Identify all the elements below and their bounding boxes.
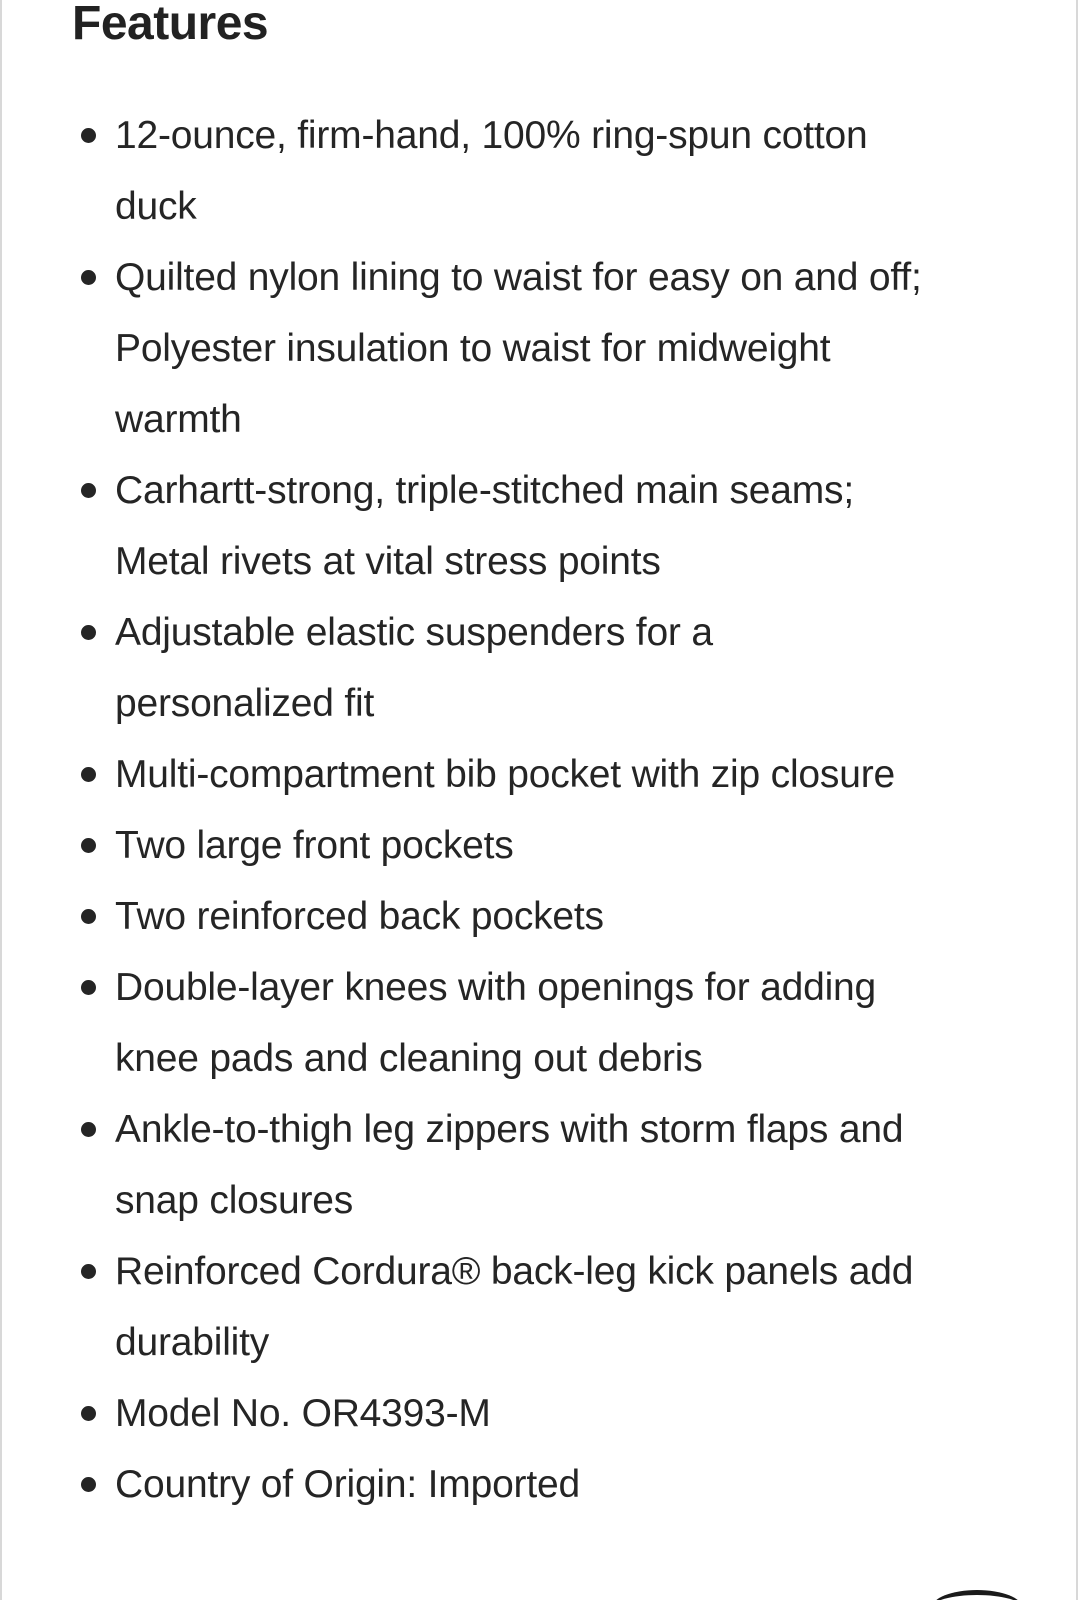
bullet-icon bbox=[81, 767, 96, 782]
bullet-icon bbox=[81, 625, 96, 640]
bullet-icon bbox=[81, 1406, 96, 1421]
bullet-icon bbox=[81, 838, 96, 853]
feature-text: Adjustable elastic suspenders for a personalized fit bbox=[115, 611, 713, 725]
feature-text: Carhartt-strong, triple-stitched main seams; Metal rivets at vital stress points bbox=[115, 469, 854, 583]
feature-text: Two large front pockets bbox=[115, 824, 514, 867]
bullet-icon bbox=[81, 483, 96, 498]
bullet-icon bbox=[81, 1264, 96, 1279]
feature-item bbox=[2, 455, 925, 597]
floating-button-edge[interactable] bbox=[932, 1590, 1022, 1600]
feature-item bbox=[2, 100, 925, 242]
bullet-icon bbox=[81, 1477, 96, 1492]
feature-item bbox=[2, 242, 925, 455]
feature-text: Two reinforced back pockets bbox=[115, 895, 604, 938]
bullet-icon bbox=[81, 270, 96, 285]
feature-text: Model No. OR4393-M bbox=[115, 1392, 491, 1435]
bullet-icon bbox=[81, 128, 96, 143]
feature-text: 12-ounce, firm-hand, 100% ring-spun cotton duck bbox=[115, 114, 868, 228]
feature-item bbox=[2, 1378, 925, 1449]
feature-text: Reinforced Cordura® back-leg kick panels add durability bbox=[115, 1250, 914, 1364]
feature-item bbox=[2, 1094, 925, 1236]
feature-text: Double-layer knees with openings for adding knee pads and cleaning out debris bbox=[115, 966, 877, 1080]
feature-item bbox=[2, 881, 925, 952]
feature-item bbox=[2, 952, 925, 1094]
feature-item bbox=[2, 1236, 925, 1378]
feature-item bbox=[2, 597, 925, 739]
feature-text: Quilted nylon lining to waist for easy on and off; Polyester insulation to waist for midweight warmth bbox=[115, 256, 922, 441]
bullet-icon bbox=[81, 909, 96, 924]
feature-item bbox=[2, 739, 925, 810]
features-heading: Features bbox=[72, 0, 269, 50]
feature-item bbox=[2, 1449, 925, 1520]
feature-text: Ankle-to-thigh leg zippers with storm flaps and snap closures bbox=[115, 1108, 904, 1222]
feature-item bbox=[2, 810, 925, 881]
features-list bbox=[2, 100, 1002, 1520]
feature-text: Multi-compartment bib pocket with zip closure bbox=[115, 753, 895, 796]
bullet-icon bbox=[81, 1122, 96, 1137]
feature-text: Country of Origin: Imported bbox=[115, 1463, 580, 1506]
bullet-icon bbox=[81, 980, 96, 995]
